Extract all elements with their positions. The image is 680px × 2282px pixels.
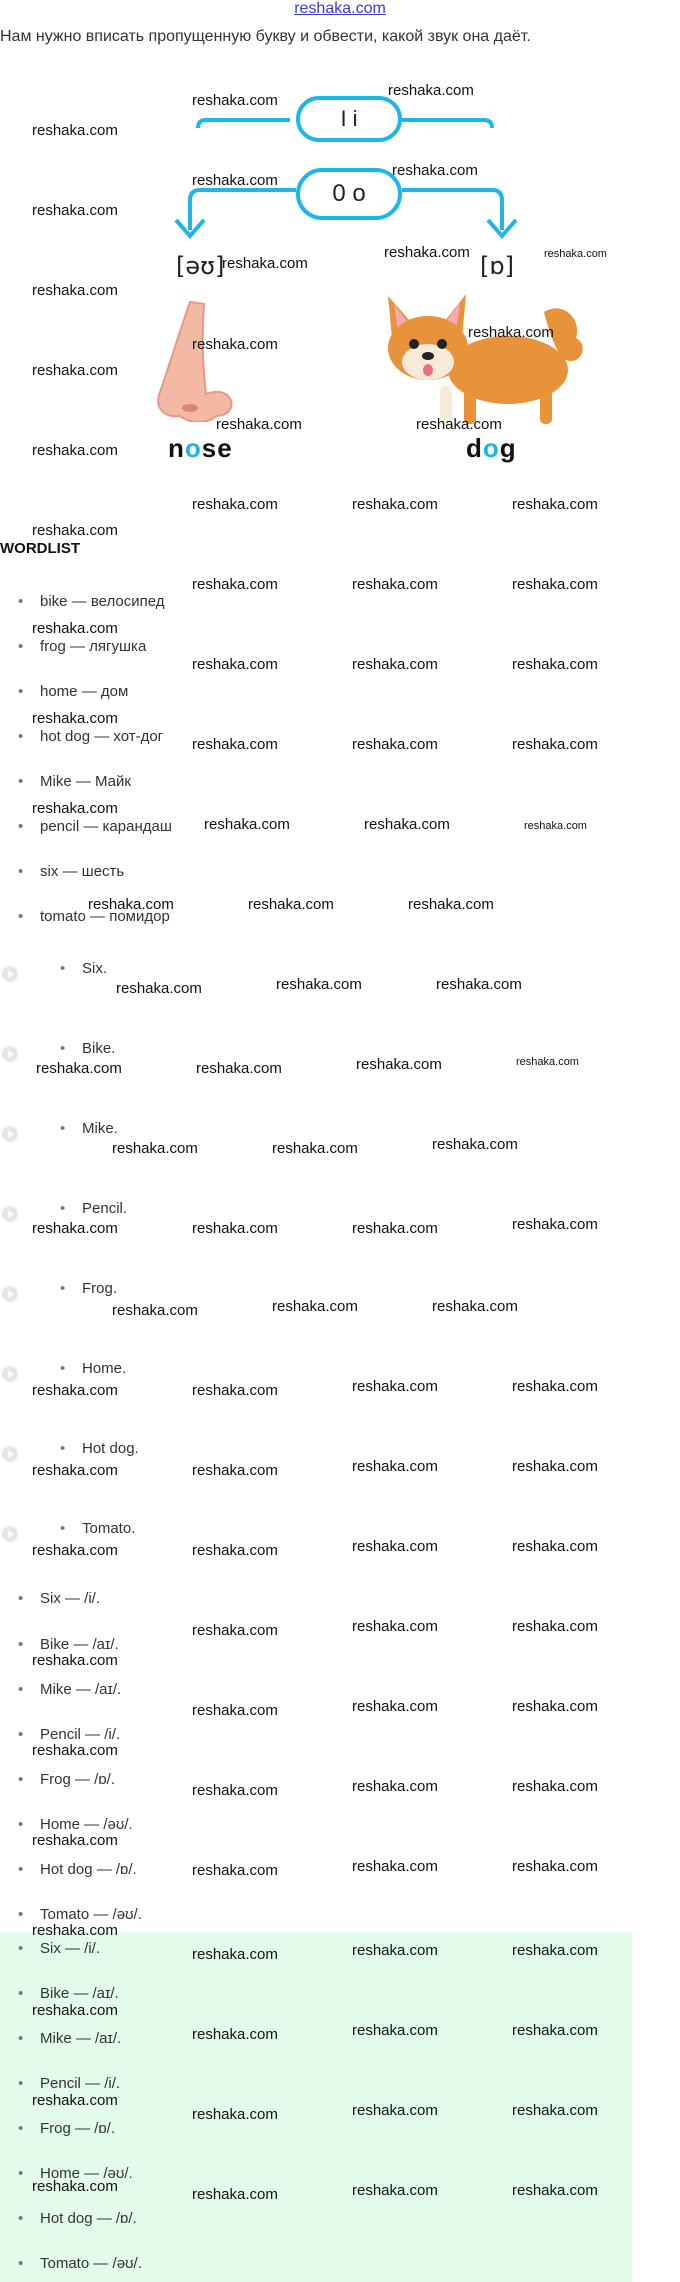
wordlist-item: • frog — лягушка: [40, 638, 146, 655]
watermark: reshaka.com: [248, 896, 334, 913]
watermark: reshaka.com: [352, 656, 438, 673]
watermark: reshaka.com: [192, 172, 278, 189]
audio-item: • Pencil.: [82, 1200, 127, 1217]
watermark: reshaka.com: [32, 2178, 118, 2195]
answer-item: • Frog — /ɒ/.: [40, 2120, 115, 2137]
watermark: reshaka.com: [192, 1862, 278, 1879]
instruction-text: Нам нужно вписать пропущенную букву и обвести, какой звук она даёт.: [0, 28, 531, 45]
answer-item: • Frog — /ɒ/.: [40, 1771, 115, 1788]
play-icon[interactable]: [2, 1286, 18, 1302]
watermark: reshaka.com: [192, 656, 278, 673]
watermark: reshaka.com: [356, 1056, 442, 1073]
play-icon[interactable]: [2, 1206, 18, 1222]
watermark: reshaka.com: [36, 1060, 122, 1077]
audio-item: • Hot dog.: [82, 1440, 139, 1457]
watermark: reshaka.com: [32, 2092, 118, 2109]
answer-item: • Hot dog — /ɒ/.: [40, 1861, 137, 1878]
watermark: reshaka.com: [352, 1858, 438, 1875]
watermark: reshaka.com: [192, 92, 278, 109]
watermark: reshaka.com: [432, 1298, 518, 1315]
watermark: reshaka.com: [512, 576, 598, 593]
answer-item: • Mike — /aɪ/.: [40, 1681, 121, 1698]
watermark: reshaka.com: [512, 496, 598, 513]
watermark: reshaka.com: [204, 816, 290, 833]
watermark: reshaka.com: [468, 324, 554, 341]
watermark: reshaka.com: [512, 1858, 598, 1875]
watermark: reshaka.com: [192, 576, 278, 593]
play-icon[interactable]: [2, 1126, 18, 1142]
watermark: reshaka.com: [352, 1778, 438, 1795]
watermark: reshaka.com: [192, 2026, 278, 2043]
watermark: reshaka.com: [352, 1538, 438, 1555]
watermark: reshaka.com: [512, 1618, 598, 1635]
watermark: reshaka.com: [192, 2106, 278, 2123]
watermark: reshaka.com: [192, 2186, 278, 2203]
play-icon[interactable]: [2, 966, 18, 982]
word-dog: dog: [466, 433, 517, 463]
answer-item: • Bike — /aɪ/.: [40, 1985, 119, 2002]
watermark: reshaka.com: [32, 522, 118, 539]
answer-item: • Home — /əʊ/.: [40, 1816, 133, 1833]
watermark: reshaka.com: [32, 2002, 118, 2019]
audio-item: • Tomato.: [82, 1520, 135, 1537]
dog-image: [368, 290, 590, 430]
ipa-left: [əʊ]: [176, 252, 225, 280]
wordlist-title: WORDLIST: [0, 540, 80, 557]
watermark: reshaka.com: [352, 2182, 438, 2199]
watermark: reshaka.com: [88, 896, 174, 913]
watermark: reshaka.com: [192, 1462, 278, 1479]
play-icon[interactable]: [2, 1446, 18, 1462]
watermark: reshaka.com: [384, 244, 470, 261]
letters-pill-mid: 0 o: [296, 168, 402, 220]
watermark: reshaka.com: [192, 736, 278, 753]
watermark: reshaka.com: [192, 1946, 278, 1963]
watermark: reshaka.com: [32, 122, 118, 139]
audio-item: • Six.: [82, 960, 107, 977]
answer-item: • Pencil — /i/.: [40, 2075, 120, 2092]
watermark: reshaka.com: [32, 1462, 118, 1479]
site-link[interactable]: reshaka.com: [294, 0, 386, 17]
watermark: reshaka.com: [392, 162, 478, 179]
watermark: reshaka.com: [512, 1378, 598, 1395]
watermark: reshaka.com: [352, 1698, 438, 1715]
watermark: reshaka.com: [352, 2102, 438, 2119]
watermark: reshaka.com: [388, 82, 474, 99]
watermark: reshaka.com: [512, 656, 598, 673]
watermark: reshaka.com: [408, 896, 494, 913]
watermark: reshaka.com: [32, 710, 118, 727]
nose-image: [150, 300, 240, 422]
wordlist-item: • hot dog — хот-дог: [40, 728, 163, 745]
watermark: reshaka.com: [364, 816, 450, 833]
watermark: reshaka.com: [32, 620, 118, 637]
answer-item: • Six — /i/.: [40, 1940, 100, 1957]
watermark: reshaka.com: [512, 1458, 598, 1475]
watermark: reshaka.com: [192, 1542, 278, 1559]
letters-pill-top: I i: [296, 96, 402, 142]
wordlist-item: • bike — велосипед: [40, 593, 165, 610]
watermark: reshaka.com: [436, 976, 522, 993]
watermark: reshaka.com: [512, 2102, 598, 2119]
watermark: reshaka.com: [112, 1140, 198, 1157]
watermark: reshaka.com: [352, 1458, 438, 1475]
answer-item: • Hot dog — /ɒ/.: [40, 2210, 137, 2227]
watermark: reshaka.com: [352, 1618, 438, 1635]
answer-item: • Home — /əʊ/.: [40, 2165, 133, 2182]
wordlist-item: • Mike — Майк: [40, 773, 131, 790]
watermark: reshaka.com: [512, 1216, 598, 1233]
watermark: reshaka.com: [116, 980, 202, 997]
watermark: reshaka.com: [32, 202, 118, 219]
watermark: reshaka.com: [512, 2022, 598, 2039]
watermark: reshaka.com: [192, 496, 278, 513]
watermark: reshaka.com: [512, 2182, 598, 2199]
play-icon[interactable]: [2, 1366, 18, 1382]
watermark: reshaka.com: [512, 1942, 598, 1959]
wordlist-item: • pencil — карандаш: [40, 818, 172, 835]
watermark: reshaka.com: [32, 442, 118, 459]
play-icon[interactable]: [2, 1526, 18, 1542]
watermark: reshaka.com: [524, 820, 587, 832]
audio-item: • Home.: [82, 1360, 126, 1377]
play-icon[interactable]: [2, 1046, 18, 1062]
watermark: reshaka.com: [272, 1298, 358, 1315]
audio-item: • Bike.: [82, 1040, 115, 1057]
watermark: reshaka.com: [352, 496, 438, 513]
watermark: reshaka.com: [432, 1136, 518, 1153]
watermark: reshaka.com: [512, 1778, 598, 1795]
watermark: reshaka.com: [416, 416, 502, 433]
watermark: reshaka.com: [512, 736, 598, 753]
answer-item: • Six — /i/.: [40, 1590, 100, 1607]
watermark: reshaka.com: [276, 976, 362, 993]
watermark: reshaka.com: [192, 336, 278, 353]
watermark: reshaka.com: [216, 416, 302, 433]
watermark: reshaka.com: [32, 1832, 118, 1849]
word-nose: nose: [168, 433, 233, 463]
watermark: reshaka.com: [112, 1302, 198, 1319]
answer-item: • Mike — /aɪ/.: [40, 2030, 121, 2047]
watermark: reshaka.com: [32, 362, 118, 379]
watermark: reshaka.com: [512, 1698, 598, 1715]
watermark: reshaka.com: [32, 1652, 118, 1669]
watermark: reshaka.com: [32, 1922, 118, 1939]
answer-item: • Pencil — /i/.: [40, 1726, 120, 1743]
watermark: reshaka.com: [32, 1220, 118, 1237]
watermark: reshaka.com: [544, 248, 607, 260]
watermark: reshaka.com: [516, 1056, 579, 1068]
wordlist-item: • tomato — помидор: [40, 908, 170, 925]
watermark: reshaka.com: [352, 576, 438, 593]
audio-item: • Mike.: [82, 1120, 118, 1137]
answer-item: • Tomato — /əʊ/.: [40, 2255, 142, 2272]
watermark: reshaka.com: [272, 1140, 358, 1157]
watermark: reshaka.com: [192, 1622, 278, 1639]
watermark: reshaka.com: [32, 1742, 118, 1759]
watermark: reshaka.com: [352, 1942, 438, 1959]
watermark: reshaka.com: [352, 2022, 438, 2039]
wordlist-item: • six — шесть: [40, 863, 124, 880]
answer-item: • Tomato — /əʊ/.: [40, 1906, 142, 1923]
watermark: reshaka.com: [32, 1542, 118, 1559]
watermark: reshaka.com: [32, 800, 118, 817]
watermark: reshaka.com: [192, 1382, 278, 1399]
audio-item: • Frog.: [82, 1280, 117, 1297]
watermark: reshaka.com: [32, 1382, 118, 1399]
answer-item: • Bike — /aɪ/.: [40, 1636, 119, 1653]
watermark: reshaka.com: [352, 1378, 438, 1395]
watermark: reshaka.com: [512, 1538, 598, 1555]
watermark: reshaka.com: [222, 255, 308, 272]
wordlist-item: • home — дом: [40, 683, 128, 700]
watermark: reshaka.com: [352, 1220, 438, 1237]
watermark: reshaka.com: [192, 1782, 278, 1799]
watermark: reshaka.com: [352, 736, 438, 753]
watermark: reshaka.com: [192, 1220, 278, 1237]
watermark: reshaka.com: [192, 1702, 278, 1719]
watermark: reshaka.com: [196, 1060, 282, 1077]
watermark: reshaka.com: [32, 282, 118, 299]
ipa-right: [ɒ]: [480, 252, 514, 280]
